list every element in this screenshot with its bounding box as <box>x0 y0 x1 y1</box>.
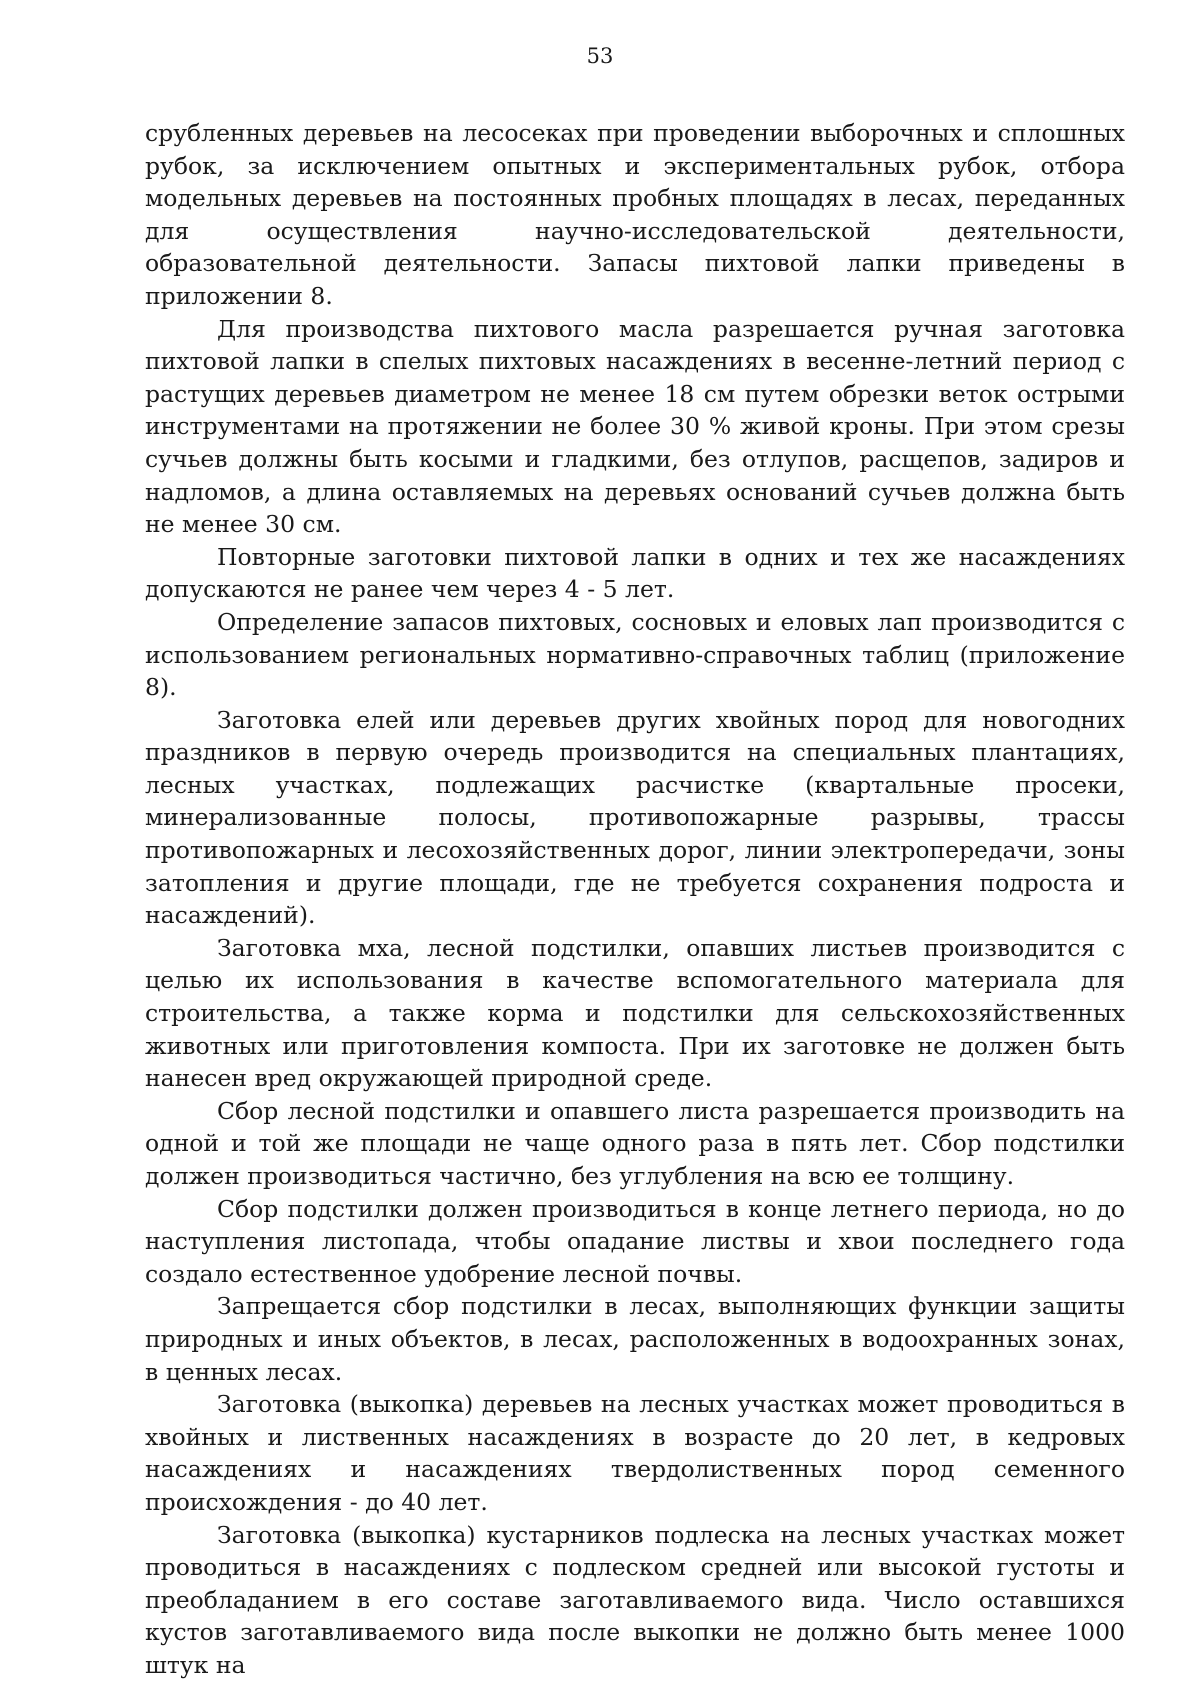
paragraph: Повторные заготовки пихтовой лапки в одних и тех же насаждениях допускаются не ранее чем через 4 - 5 лет. <box>145 542 1125 604</box>
paragraph: Определение запасов пихтовых, сосновых и еловых лап производится с использованием региональных нормативно-справочных таблиц (приложение 8). <box>145 607 1125 702</box>
paragraph: Для производства пихтового масла разрешается ручная заготовка пихтовой лапки в спелых пихтовых насаждениях в весенне-летний период с растущих деревьев диаметром не менее 18 см путем обрезки веток острыми инструментами на протяжении не более 30 % живой кроны. При этом срезы сучьев должны быть косыми и гладкими, без отлупов, расщепов, задиров и надломов, а длина оставляемых на деревьях оснований сучьев должна быть не менее 30 см. <box>145 314 1125 539</box>
paragraph: Заготовка (выкопка) кустарников подлеска на лесных участках может проводиться в насаждениях с подлеском средней или высокой густоты и преобладанием в его составе заготавливаемого вида. Число оставшихся кустов заготавливаемого вида после выкопки не должно быть менее 1000 штук на <box>145 1520 1125 1679</box>
paragraph-continued: срубленных деревьев на лесосеках при проведении выборочных и сплошных рубок, за исключением опытных и экспериментальных рубок, отбора модельных деревьев на постоянных пробных площадях в лесах, переданных для осуществления научно-исследовательской деятельности, образовательной деятельности. Запасы пихтовой лапки приведены в приложении 8. <box>145 119 1125 310</box>
paragraph: Запрещается сбор подстилки в лесах, выполняющих функции защиты природных и иных объектов, в лесах, расположенных в водоохранных зонах, в ценных лесах. <box>145 1292 1125 1386</box>
document-body <box>145 117 1125 1682</box>
paragraph: Сбор подстилки должен производиться в конце летнего периода, но до наступления листопада, чтобы опадание листвы и хвои последнего года создало естественное удобрение лесной почвы. <box>145 1194 1125 1288</box>
paragraph: Сбор лесной подстилки и опавшего листа разрешается производить на одной и той же площади не чаще одного раза в пять лет. Сбор подстилки должен производиться частично, без углубления на всю ее толщину. <box>145 1096 1125 1190</box>
paragraph: Заготовка елей или деревьев других хвойных пород для новогодних праздников в первую очередь производится на специальных плантациях, лесных участках, подлежащих расчистке (квартальные просеки, минерализованные полосы, противопожарные разрывы, трассы противопожарных и лесохозяйственных дорог, линии электропередачи, зоны затопления и другие площади, где не требуется сохранения подроста и насаждений). <box>145 705 1125 930</box>
page-number: 53 <box>586 44 614 68</box>
paragraph: Заготовка (выкопка) деревьев на лесных участках может проводиться в хвойных и лиственных насаждениях в возрасте до 20 лет, в кедровых насаждениях и насаждениях твердолиственных пород семенного происхождения - до 40 лет. <box>145 1390 1125 1516</box>
paragraph: Заготовка мха, лесной подстилки, опавших листьев производится с целью их использования в качестве вспомогательного материала для строительства, а также корма и подстилки для сельскохозяйственных животных или приготовления компоста. При их заготовке не должен быть нанесен вред окружающей природной среде. <box>145 933 1125 1093</box>
